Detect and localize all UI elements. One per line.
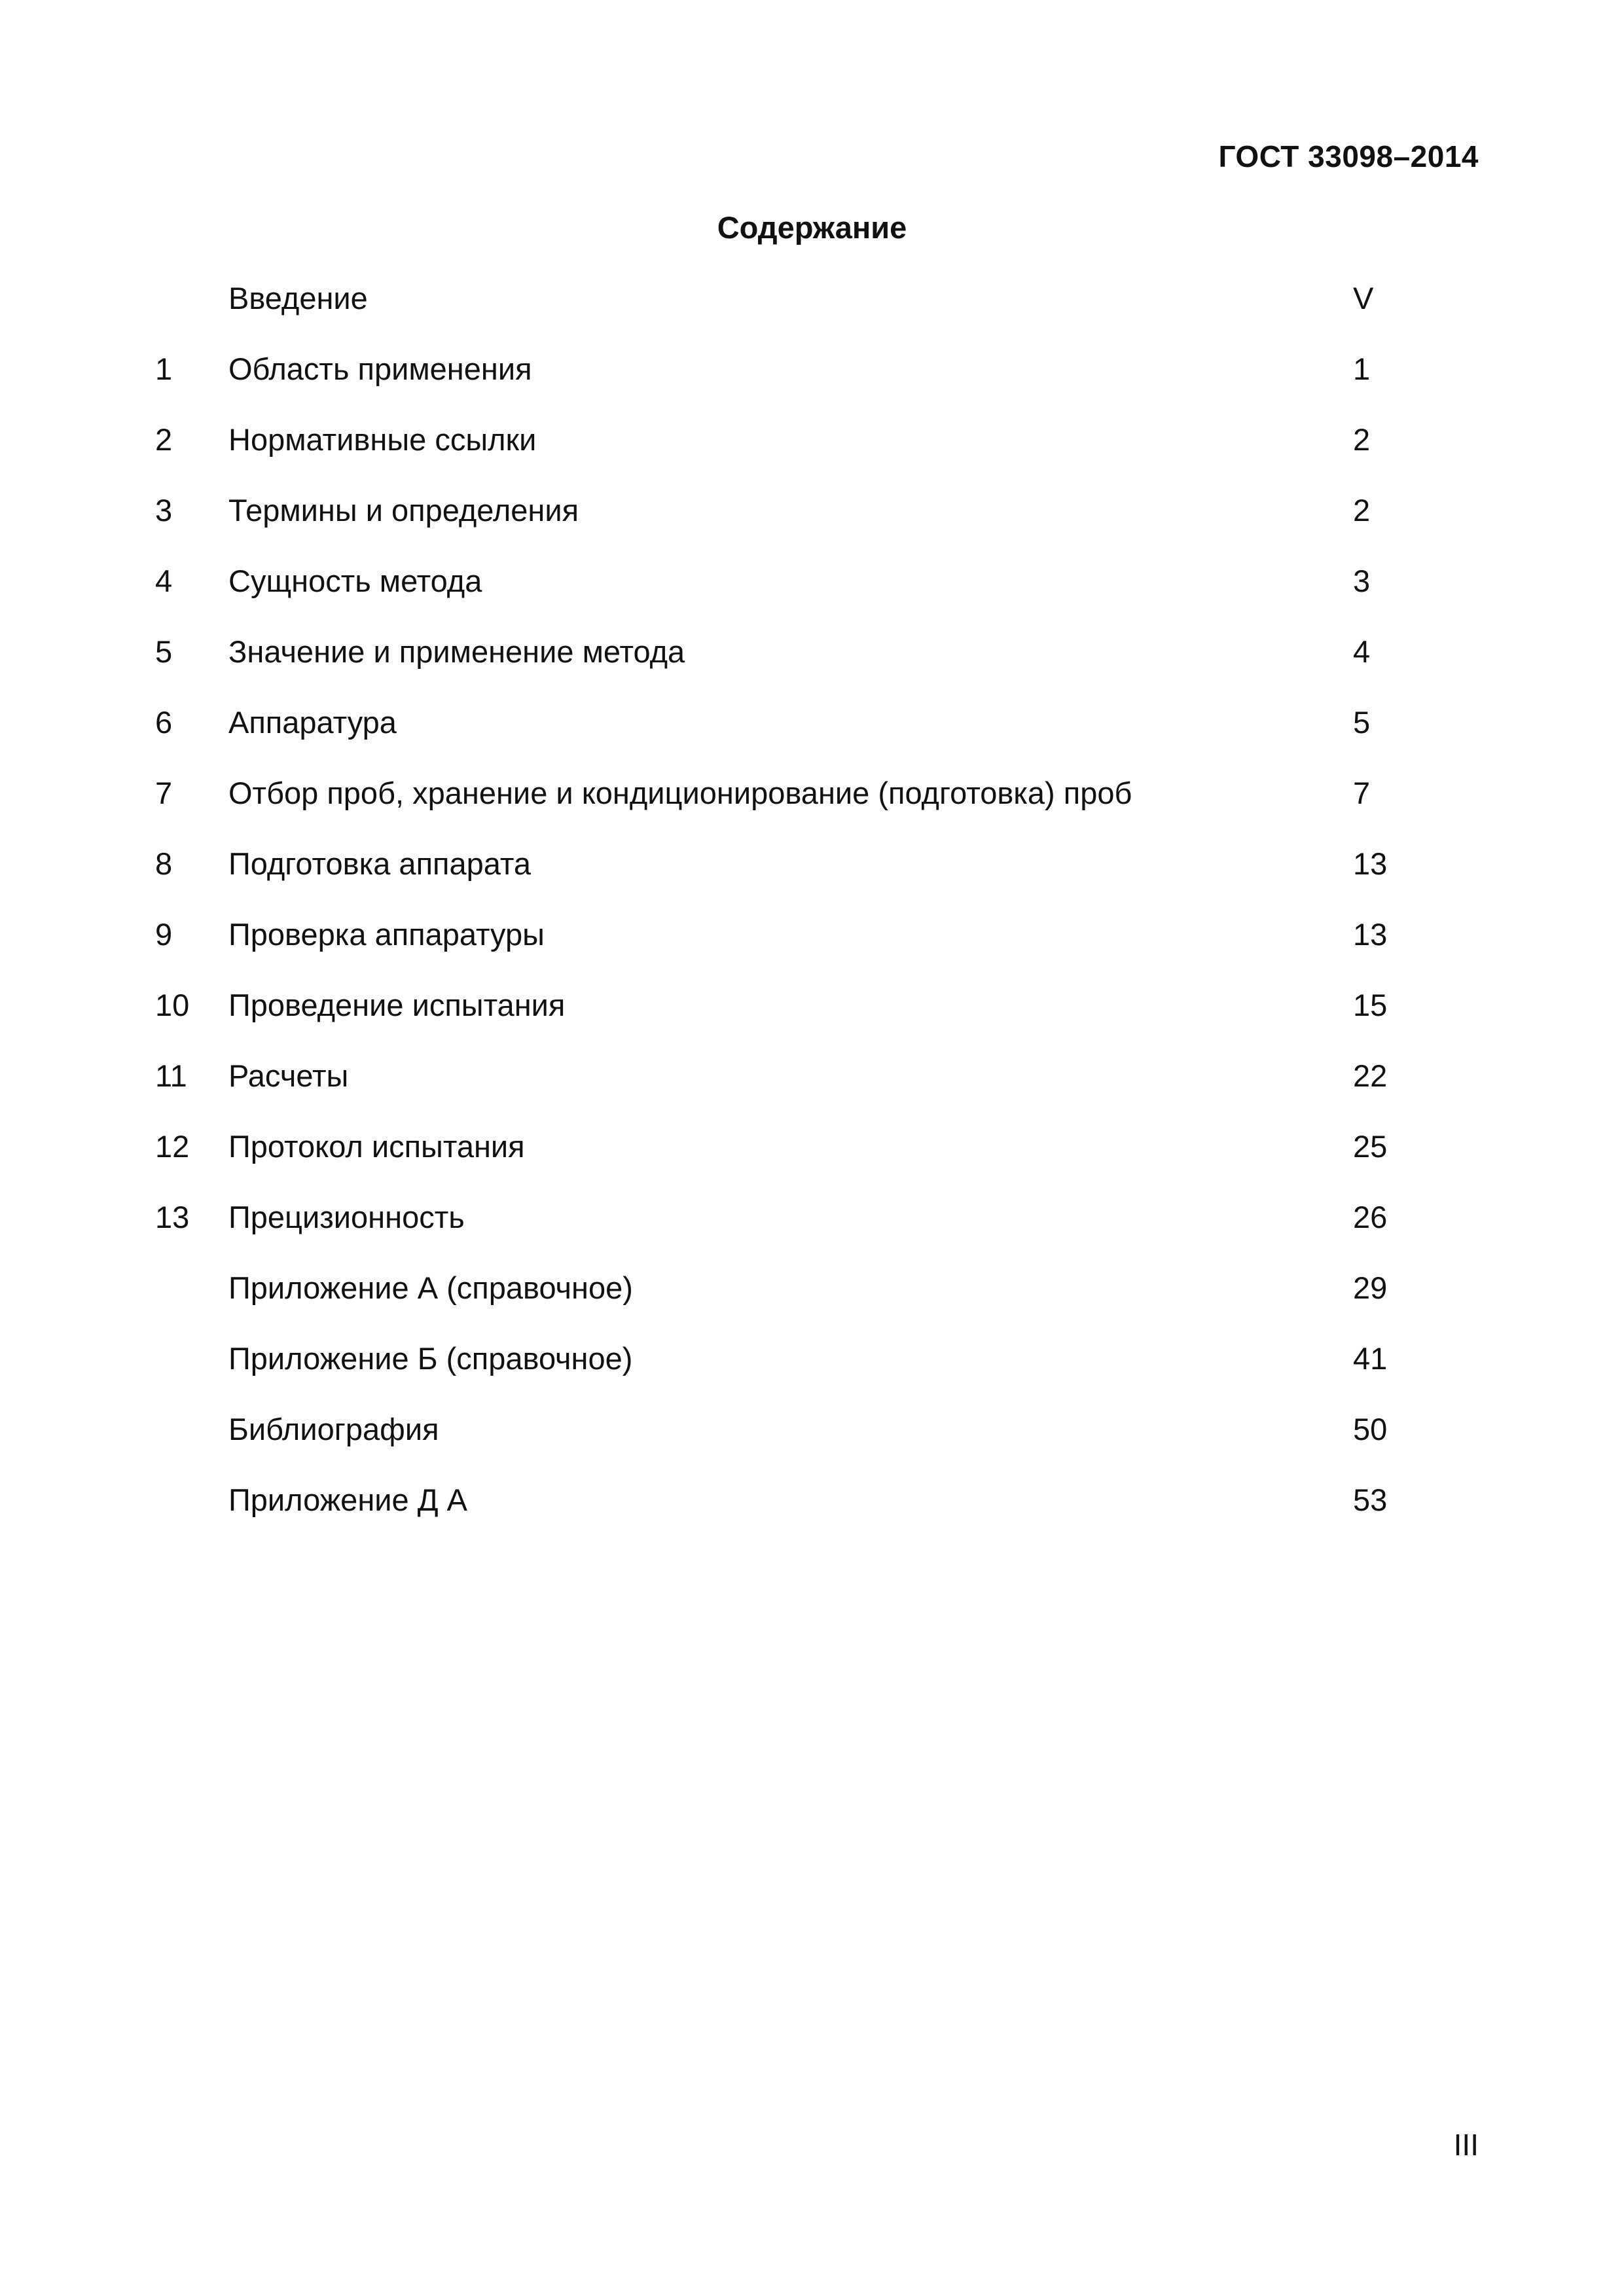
toc-entry-page: 29 — [1353, 1270, 1388, 1305]
toc-entry-label: Подготовка аппарата — [228, 846, 531, 881]
toc-entry-page: 13 — [1353, 846, 1388, 881]
toc-entry-significance[interactable] — [0, 634, 1624, 704]
document-code: ГОСТ 33098–2014 — [1218, 139, 1479, 173]
toc-entry-appendix-b[interactable] — [0, 1340, 1624, 1411]
toc-entry-number: 2 — [155, 422, 173, 457]
toc-entry-verification[interactable] — [0, 916, 1624, 987]
toc-entry-introduction[interactable] — [0, 280, 1624, 351]
page-number: III — [1453, 2128, 1479, 2162]
toc-entry-page: 15 — [1353, 988, 1388, 1022]
toc-entry-bibliography[interactable] — [0, 1411, 1624, 1482]
toc-entry-number: 1 — [155, 351, 173, 386]
toc-entry-page: 41 — [1353, 1341, 1388, 1376]
toc-entry-calculations[interactable] — [0, 1058, 1624, 1128]
toc-entry-label: Отбор проб, хранение и кондиционирование (подготовка) проб — [228, 776, 1132, 810]
toc-entry-label: Нормативные ссылки — [228, 422, 537, 457]
toc-entry-sampling[interactable] — [0, 775, 1624, 846]
toc-entry-label: Расчеты — [228, 1058, 349, 1093]
toc-entry-number: 10 — [155, 988, 190, 1022]
toc-entry-report[interactable] — [0, 1128, 1624, 1199]
toc-entry-page: 1 — [1353, 351, 1371, 386]
toc-entry-page: 25 — [1353, 1129, 1388, 1164]
toc-entry-page: 26 — [1353, 1200, 1388, 1234]
toc-entry-apparatus[interactable] — [0, 704, 1624, 775]
toc-entry-precision[interactable] — [0, 1199, 1624, 1270]
toc-entry-number: 3 — [155, 493, 173, 528]
toc-entry-number: 8 — [155, 846, 173, 881]
toc-entry-number: 4 — [155, 564, 173, 598]
toc-entry-page: 13 — [1353, 917, 1388, 952]
table-of-contents — [0, 280, 1624, 1552]
toc-entry-page: 22 — [1353, 1058, 1388, 1093]
toc-entry-page: 50 — [1353, 1412, 1388, 1446]
toc-entry-label: Протокол испытания — [228, 1129, 525, 1164]
toc-entry-label: Библиография — [228, 1412, 439, 1446]
toc-entry-label: Приложение Б (справочное) — [228, 1341, 633, 1376]
toc-entry-label: Значение и применение метода — [228, 634, 685, 669]
toc-entry-number: 6 — [155, 705, 173, 740]
toc-entry-number: 5 — [155, 634, 173, 669]
toc-entry-procedure[interactable] — [0, 987, 1624, 1058]
toc-entry-label: Сущность метода — [228, 564, 482, 598]
toc-entry-label: Прецизионность — [228, 1200, 465, 1234]
toc-entry-label: Область применения — [228, 351, 532, 386]
toc-entry-page: 7 — [1353, 776, 1371, 810]
toc-entry-terms[interactable] — [0, 492, 1624, 563]
toc-entry-page: 2 — [1353, 422, 1371, 457]
toc-entry-number: 11 — [155, 1058, 187, 1093]
toc-entry-label: Введение — [228, 281, 368, 315]
toc-entry-number: 7 — [155, 776, 173, 810]
toc-entry-page: 4 — [1353, 634, 1371, 669]
toc-entry-page: 2 — [1353, 493, 1371, 528]
toc-entry-label: Аппаратура — [228, 705, 397, 740]
toc-entry-appendix-da[interactable] — [0, 1482, 1624, 1552]
toc-entry-preparation[interactable] — [0, 846, 1624, 916]
toc-entry-normative-references[interactable] — [0, 422, 1624, 492]
toc-entry-label: Приложение Д А — [228, 1482, 467, 1517]
toc-entry-page: 5 — [1353, 705, 1371, 740]
toc-entry-number: 13 — [155, 1200, 190, 1234]
toc-title: Содержание — [717, 210, 907, 245]
toc-entry-label: Проведение испытания — [228, 988, 566, 1022]
toc-entry-page: V — [1353, 281, 1374, 315]
toc-entry-page: 53 — [1353, 1482, 1388, 1517]
toc-entry-scope[interactable] — [0, 351, 1624, 422]
toc-entry-appendix-a[interactable] — [0, 1270, 1624, 1340]
toc-entry-method-summary[interactable] — [0, 563, 1624, 634]
toc-entry-number: 9 — [155, 917, 173, 952]
toc-entry-label: Термины и определения — [228, 493, 579, 528]
toc-entry-label: Проверка аппаратуры — [228, 917, 545, 952]
toc-entry-label: Приложение А (справочное) — [228, 1270, 633, 1305]
toc-entry-number: 12 — [155, 1129, 190, 1164]
toc-entry-page: 3 — [1353, 564, 1371, 598]
